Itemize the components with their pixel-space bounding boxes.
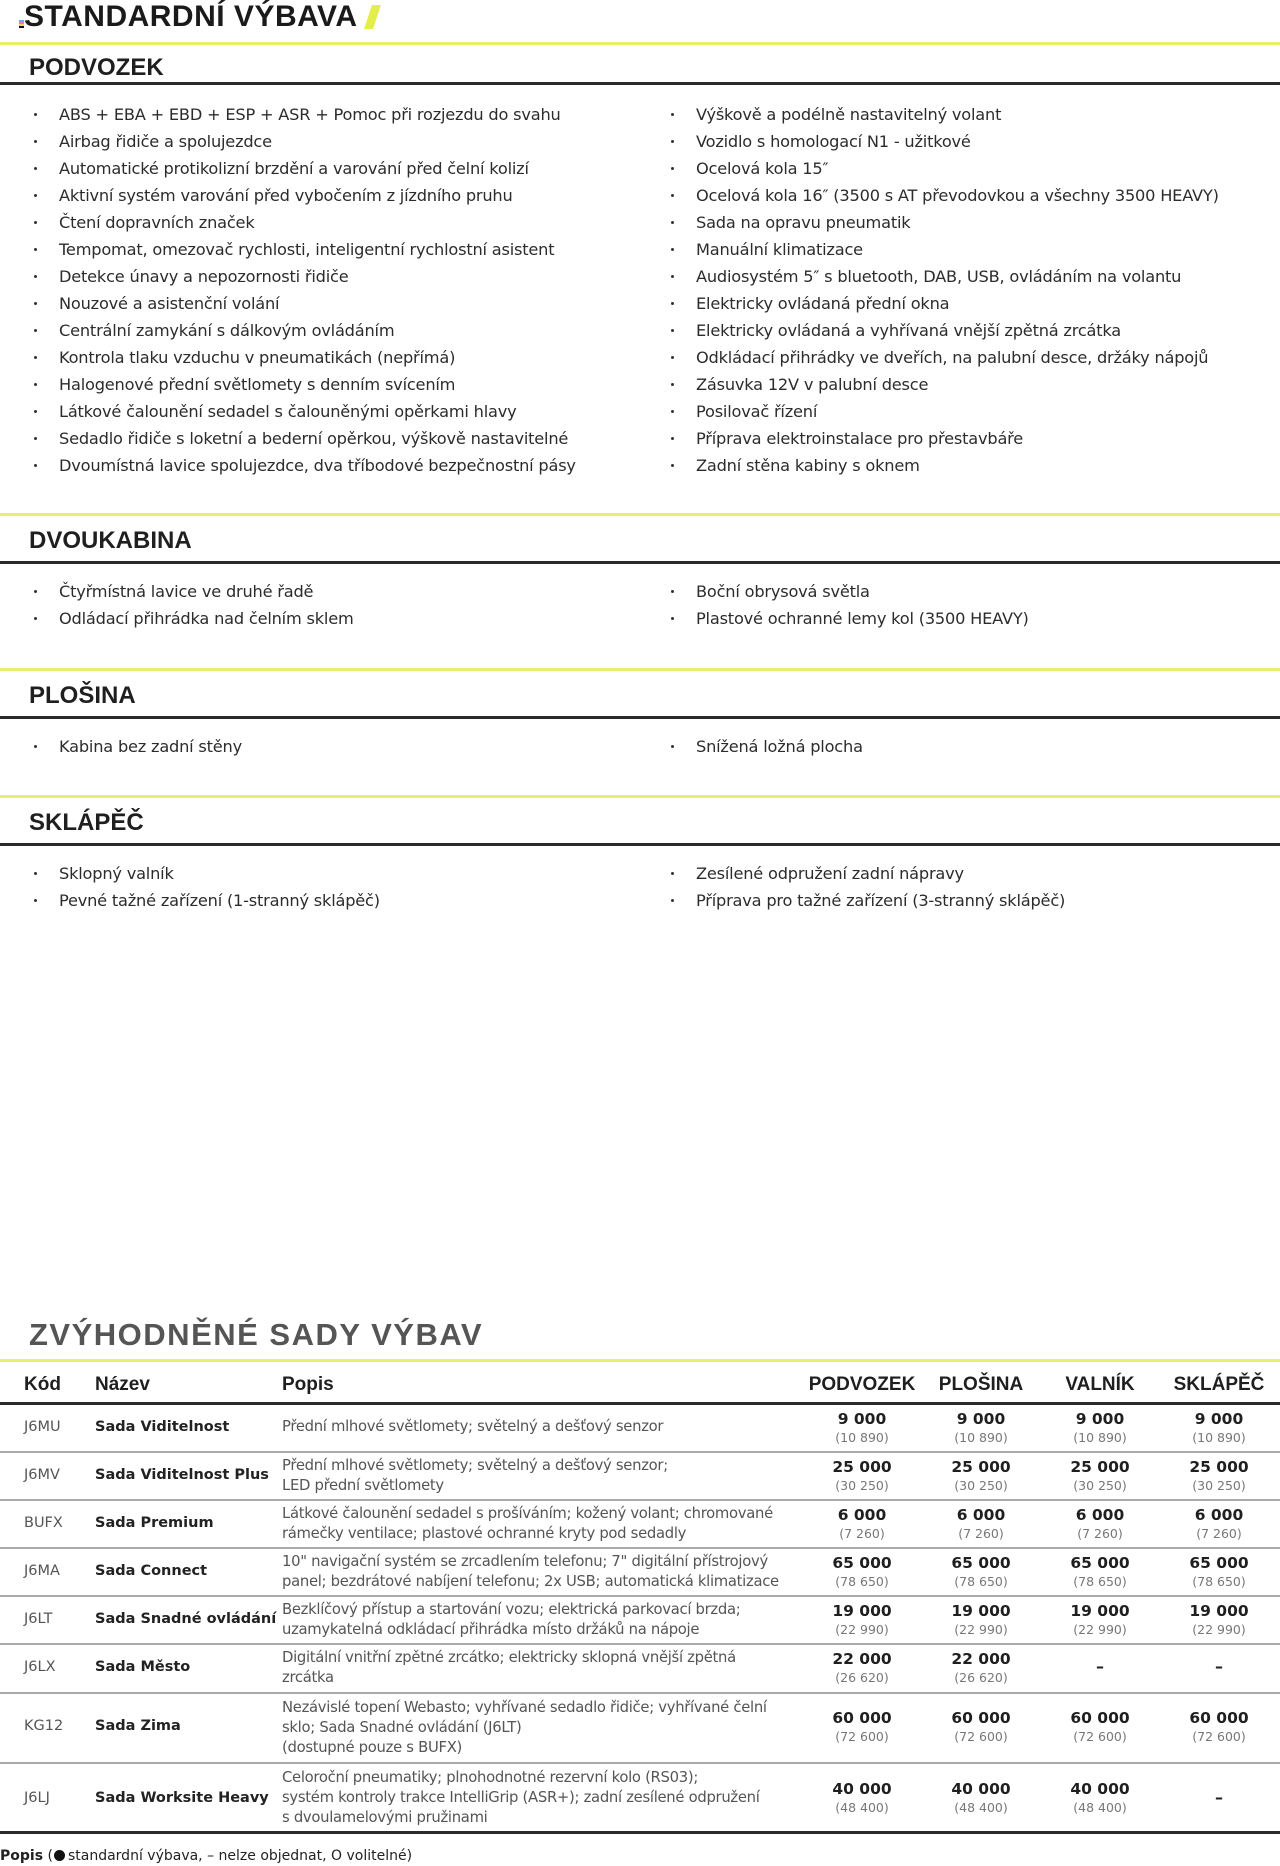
section-title-sklapec: SKLÁPĚČ [29,809,144,836]
price-sklapec: 65 000 (78 650) [1189,1554,1249,1589]
pack-name: Sada Snadné ovládání [95,1611,277,1627]
column-header-podvozek: PODVOZEK [808,1374,916,1395]
pack-name: Sada Zima [95,1718,181,1734]
pack-desc: Digitální vnitřní zpětné zrcátko; elektricky sklopná vnější zpětná zrcátka [282,1649,736,1686]
column-header-plosina: PLOŠINA [938,1374,1024,1395]
list-item: Elektricky ovládaná přední okna [667,290,1219,317]
pack-desc: 10" navigační systém se zrcadlením telefonu; 7" digitální přístrojový panel; bezdrátové nabíjení telefonu; 2x USB; automatická klimatizace [282,1553,779,1590]
price-plosina: 6 000 (7 260) [956,1506,1006,1541]
table-row [0,1501,1280,1547]
bullet-icon [34,275,37,278]
page-title-text: STANDARDNÍ VÝBAVA [24,0,358,33]
price-plosina: 19 000 (22 990) [951,1602,1011,1637]
list-item: Sklopný valník [30,860,380,887]
price-podvozek: 22 000 (26 620) [832,1650,892,1685]
sklapec-list-left [30,860,380,914]
price-podvozek: 9 000 (10 890) [835,1410,889,1445]
list-item: Odkládací přihrádky ve dveřích, na palubní desce, držáky nápojů [667,344,1219,371]
price-valnik: 6 000 (7 260) [1075,1506,1125,1541]
bullet-icon [34,872,37,875]
legend: Popis ( standardní výbava, – nelze objednat, O volitelné) [0,1848,413,1864]
bullet-icon [34,329,37,332]
list-item: Tempomat, omezovač rychlosti, inteligentní rychlostní asistent [30,236,576,263]
list-item: Dvoumístná lavice spolujezdce, dva tříbodové bezpečnostní pásy [30,452,576,479]
section-divider-yellow [0,668,1280,671]
bullet-icon [671,410,674,413]
pack-name: Sada Viditelnost [95,1419,230,1435]
pack-code: J6MU [24,1419,61,1435]
price-valnik: 25 000 (30 250) [1070,1458,1130,1493]
bullet-icon [34,383,37,386]
list-item: Halogenové přední světlomety s denním svícením [30,371,576,398]
price-valnik: 9 000 (10 890) [1073,1410,1127,1445]
list-item: Zásuvka 12V v palubní desce [667,371,1219,398]
price-valnik: 19 000 (22 990) [1070,1602,1130,1637]
bullet-icon [671,275,674,278]
legend-label: Popis [0,1848,44,1864]
bullet-icon [671,617,674,620]
bullet-icon [671,167,674,170]
price-podvozek: 19 000 (22 990) [832,1602,892,1637]
bullet-icon [671,745,674,748]
pack-desc: Nezávislé topení Webasto; vyhřívané sedadlo řidiče; vyhřívané čelní sklo; Sada Snadné ovládání (J6LT) (dostupné pouze s BUFX) [282,1699,767,1756]
pack-name: Sada Město [95,1659,191,1675]
price-valnik: 60 000 (72 600) [1070,1709,1130,1744]
bullet-icon [671,194,674,197]
section-title-dvoukabina: DVOUKABINA [29,527,192,554]
bullet-icon [671,872,674,875]
list-item: Čtyřmístná lavice ve druhé řadě [30,578,354,605]
bullet-icon [34,167,37,170]
table-row [0,1597,1280,1643]
list-item: Manuální klimatizace [667,236,1219,263]
column-header-name: Název [95,1374,150,1395]
section-title-podvozek: PODVOZEK [29,54,164,81]
packs-title: ZVÝHODNĚNÉ SADY VÝBAV [29,1317,484,1352]
bullet-icon [34,302,37,305]
bullet-icon [671,329,674,332]
pack-name: Sada Premium [95,1515,214,1531]
bullet-icon [671,140,674,143]
pack-code: J6MA [24,1563,60,1579]
pack-desc: Bezklíčový přístup a startování vozu; elektrická parkovací brzda; uzamykatelná odkládací přihrádka místo držáků na nápoje [282,1601,741,1638]
section-divider-yellow [0,513,1280,516]
page-title [24,0,377,34]
section-underline [0,82,1280,85]
column-header-code: Kód [24,1374,61,1395]
section-underline [0,843,1280,846]
pack-code: J6LT [24,1611,53,1627]
table-bottom-rule [0,1831,1280,1834]
bullet-icon [34,221,37,224]
list-item: Elektricky ovládaná a vyhřívaná vnější zpětná zrcátka [667,317,1219,344]
pack-name: Sada Worksite Heavy [95,1790,269,1806]
list-item: Pevné tažné zařízení (1-stranný sklápěč) [30,887,380,914]
dvoukabina-list-left [30,578,354,632]
dvoukabina-list-right [667,578,1029,632]
section-title-plosina: PLOŠINA [29,682,136,709]
slash-accent-icon [364,5,381,29]
price-podvozek: 40 000 (48 400) [832,1780,892,1815]
price-plosina: 9 000 (10 890) [954,1410,1008,1445]
price-podvozek: 25 000 (30 250) [832,1458,892,1493]
list-item: Detekce únavy a nepozornosti řidiče [30,263,576,290]
table-row [0,1405,1280,1451]
price-valnik: 40 000 (48 400) [1070,1780,1130,1815]
bullet-icon [671,248,674,251]
pack-name: Sada Viditelnost Plus [95,1467,269,1483]
pack-code: J6LX [24,1659,56,1675]
column-header-sklapec: SKLÁPĚČ [1173,1374,1265,1395]
list-item: Automatické protikolizní brzdění a varování před čelní kolizí [30,155,576,182]
bullet-icon [671,113,674,116]
bullet-icon [671,437,674,440]
bullet-icon [671,590,674,593]
list-item: Čtení dopravních značek [30,209,576,236]
column-header-valnik: VALNÍK [1065,1374,1135,1395]
bullet-icon [34,248,37,251]
list-item: Látkové čalounění sedadel s čalouněnými opěrkami hlavy [30,398,576,425]
list-item: Odládací přihrádka nad čelním sklem [30,605,354,632]
list-item: Kabina bez zadní stěny [30,733,242,760]
list-item: Sedadlo řidiče s loketní a bederní opěrkou, výškově nastavitelné [30,425,576,452]
section-divider-yellow [0,42,1280,45]
list-item: Příprava elektroinstalace pro přestavbáře [667,425,1219,452]
list-item: ABS + EBA + EBD + ESP + ASR + Pomoc při rozjezdu do svahu [30,101,576,128]
section-underline [0,561,1280,564]
price-sklapec: 19 000 (22 990) [1189,1602,1249,1637]
bullet-icon [34,194,37,197]
list-item: Audiosystém 5″ s bluetooth, DAB, USB, ovládáním na volantu [667,263,1219,290]
table-row [0,1453,1280,1499]
price-sklapec: 25 000 (30 250) [1189,1458,1249,1493]
price-podvozek: 60 000 (72 600) [832,1709,892,1744]
packs-divider-yellow [0,1359,1280,1362]
list-item: Zesílené odpružení zadní nápravy [667,860,1065,887]
list-item: Výškově a podélně nastavitelný volant [667,101,1219,128]
table-row [0,1694,1280,1762]
bullet-icon [34,590,37,593]
podvozek-list-right [667,101,1219,479]
section-divider-yellow [0,795,1280,798]
price-plosina: 40 000 (48 400) [951,1780,1011,1815]
list-item: Ocelová kola 15″ [667,155,1219,182]
price-sklapec: 9 000 (10 890) [1192,1410,1246,1445]
list-item: Centrální zamykání s dálkovým ovládáním [30,317,576,344]
list-item: Boční obrysová světla [667,578,1029,605]
section-underline [0,716,1280,719]
list-item: Posilovač řízení [667,398,1219,425]
list-item: Nouzové a asistenční volání [30,290,576,317]
bullet-icon [34,899,37,902]
plosina-list-left [30,733,242,760]
bullet-icon [34,356,37,359]
list-item: Sada na opravu pneumatik [667,209,1219,236]
list-item: Vozidlo s homologací N1 - užitkové [667,128,1219,155]
price-plosina: 60 000 (72 600) [951,1709,1011,1744]
price-podvozek: 65 000 (78 650) [832,1554,892,1589]
podvozek-list-left [30,101,576,479]
legend-text: standardní výbava, – nelze objednat, O volitelné) [67,1848,413,1864]
price-valnik: – [1096,1657,1104,1676]
table-row [0,1549,1280,1595]
list-item: Kontrola tlaku vzduchu v pneumatikách (nepřímá) [30,344,576,371]
table-row [0,1645,1280,1692]
pack-code: BUFX [24,1515,63,1531]
price-plosina: 22 000 (26 620) [951,1650,1011,1685]
pack-name: Sada Connect [95,1563,208,1579]
table-row [0,1764,1280,1832]
pack-desc: Látkové čalounění sedadel s prošíváním; kožený volant; chromované rámečky ventilace; plastové ochranné kryty pod sedadly [282,1505,773,1542]
bullet-icon [34,140,37,143]
bullet-icon [671,899,674,902]
bullet-icon [671,464,674,467]
column-header-desc: Popis [282,1374,334,1395]
bullet-icon [34,464,37,467]
bullet-icon [34,617,37,620]
list-item: Ocelová kola 16″ (3500 s AT převodovkou a všechny 3500 HEAVY) [667,182,1219,209]
bullet-icon [34,745,37,748]
pack-code: J6LJ [24,1790,50,1806]
bullet-icon [671,221,674,224]
bullet-icon [34,410,37,413]
list-item: Příprava pro tažné zařízení (3-stranný sklápěč) [667,887,1065,914]
bullet-icon [671,356,674,359]
price-sklapec: 6 000 (7 260) [1194,1506,1244,1541]
plosina-list-right [667,733,863,760]
bullet-icon [34,437,37,440]
list-item: Zadní stěna kabiny s oknem [667,452,1219,479]
price-valnik: 65 000 (78 650) [1070,1554,1130,1589]
pack-code: KG12 [24,1718,64,1734]
pack-desc: Celoroční pneumatiky; plnohodnotné rezervní kolo (RS03); systém kontroly trakce IntelliGrip (ASR+); zadní zesílené odpružení s dvoulamelovými pružinami [282,1769,760,1826]
pack-code: J6MV [24,1467,60,1483]
bullet-icon [34,113,37,116]
pack-desc: Přední mlhové světlomety; světelný a dešťový senzor; LED přední světlomety [282,1457,668,1494]
list-item: Snížená ložná plocha [667,733,863,760]
standard-equipment-dot-icon [54,1850,65,1861]
bullet-icon [671,383,674,386]
bullet-icon [671,302,674,305]
price-plosina: 65 000 (78 650) [951,1554,1011,1589]
list-item: Aktivní systém varování před vybočením z jízdního pruhu [30,182,576,209]
price-sklapec: – [1215,1657,1223,1676]
price-sklapec: 60 000 (72 600) [1189,1709,1249,1744]
list-item: Airbag řidiče a spolujezdce [30,128,576,155]
list-item: Plastové ochranné lemy kol (3500 HEAVY) [667,605,1029,632]
sklapec-list-right [667,860,1065,914]
pack-desc: Přední mlhové světlomety; světelný a dešťový senzor [282,1418,664,1435]
price-sklapec: – [1215,1788,1223,1807]
price-podvozek: 6 000 (7 260) [837,1506,887,1541]
price-plosina: 25 000 (30 250) [951,1458,1011,1493]
